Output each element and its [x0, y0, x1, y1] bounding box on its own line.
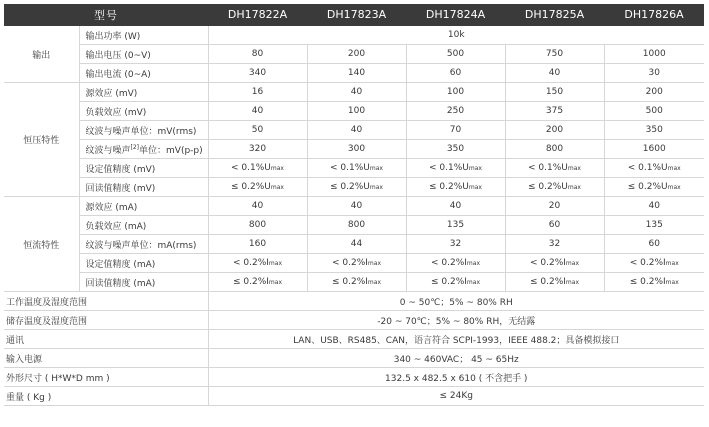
param-label: 回读值精度 (mA) — [79, 273, 208, 292]
param-value: 1600 — [604, 140, 704, 159]
param-label: 设定值精度 (mV) — [79, 159, 208, 178]
spec-row — [4, 254, 704, 273]
param-value: 60 — [505, 216, 604, 235]
spec-row — [4, 159, 704, 178]
spec-row — [4, 83, 704, 102]
param-value — [307, 159, 406, 178]
param-value — [307, 273, 406, 292]
accuracy-subscript: max — [268, 279, 282, 286]
accuracy-text: < 0.2%I — [332, 258, 368, 268]
spec-row — [4, 368, 704, 387]
param-value: 40 — [406, 197, 505, 216]
model-name: DH17824A — [406, 4, 505, 26]
accuracy-subscript: max — [565, 260, 579, 267]
spec-row — [4, 26, 704, 45]
group-output-label: 输出 — [4, 26, 79, 83]
param-value: 800 — [307, 216, 406, 235]
accuracy-subscript: max — [270, 184, 284, 191]
param-value — [307, 178, 406, 197]
accuracy-subscript: max — [367, 279, 381, 286]
spec-row — [4, 45, 704, 64]
spec-row — [4, 64, 704, 83]
param-value: 1000 — [604, 45, 704, 64]
param-value — [208, 159, 307, 178]
param-label: 输入电源 — [4, 349, 208, 368]
param-value — [208, 178, 307, 197]
group-cv-label: 恒压特性 — [4, 83, 79, 197]
param-value: 44 — [307, 235, 406, 254]
param-value: 60 — [604, 235, 704, 254]
spec-row — [4, 216, 704, 235]
param-label: 纹波与噪声单位：mV(rms) — [79, 121, 208, 140]
param-value — [208, 254, 307, 273]
spec-row — [4, 121, 704, 140]
accuracy-subscript: max — [466, 260, 480, 267]
param-label — [79, 140, 208, 159]
param-value: 320 — [208, 140, 307, 159]
accuracy-subscript: max — [270, 165, 284, 172]
param-label-part: 纹波与噪声 — [85, 145, 131, 156]
group-cc-label: 恒流特性 — [4, 197, 79, 292]
spec-row — [4, 330, 704, 349]
param-value: 200 — [307, 45, 406, 64]
param-value: 50 — [208, 121, 307, 140]
accuracy-subscript: max — [468, 184, 482, 191]
param-value: 70 — [406, 121, 505, 140]
param-value — [406, 254, 505, 273]
param-value — [604, 178, 704, 197]
accuracy-subscript: max — [565, 279, 579, 286]
param-value: 500 — [406, 45, 505, 64]
param-label: 负载效应 (mA) — [79, 216, 208, 235]
spec-table — [4, 4, 704, 406]
spec-row — [4, 387, 704, 406]
param-label: 储存温度及湿度范围 — [4, 311, 208, 330]
model-name: DH17825A — [505, 4, 604, 26]
accuracy-text: < 0.2%I — [530, 258, 566, 268]
param-value — [505, 273, 604, 292]
param-value — [208, 273, 307, 292]
param-value: 200 — [604, 83, 704, 102]
model-name: DH17822A — [208, 4, 307, 26]
param-value: 32 — [406, 235, 505, 254]
param-value: 135 — [604, 216, 704, 235]
accuracy-subscript: max — [665, 279, 679, 286]
accuracy-subscript: max — [567, 184, 581, 191]
param-value: 10k — [208, 26, 704, 45]
accuracy-text: ≤ 0.2%U — [627, 182, 668, 192]
param-label: 输出电压 (0~V) — [79, 45, 208, 64]
accuracy-text: ≤ 0.2%U — [330, 182, 370, 192]
param-value: 135 — [406, 216, 505, 235]
accuracy-subscript: max — [567, 165, 581, 172]
param-value — [406, 159, 505, 178]
accuracy-subscript: max — [665, 260, 679, 267]
accuracy-text: ≤ 0.2%I — [629, 277, 666, 287]
spec-row — [4, 292, 704, 311]
accuracy-text: < 0.2%I — [233, 258, 269, 268]
param-value — [604, 254, 704, 273]
param-value: -20 ~ 70℃；5% ~ 80% RH，无结露 — [208, 311, 704, 330]
param-value: 140 — [307, 64, 406, 83]
param-value: 800 — [208, 216, 307, 235]
param-value: 100 — [406, 83, 505, 102]
model-name: DH17826A — [604, 4, 704, 26]
param-label: 设定值精度 (mA) — [79, 254, 208, 273]
param-label: 回读值精度 (mV) — [79, 178, 208, 197]
param-label: 输出电流 (0~A) — [79, 64, 208, 83]
spec-row — [4, 140, 704, 159]
accuracy-text: ≤ 0.2%I — [233, 277, 269, 287]
model-header: 型号 — [4, 4, 208, 26]
param-value: 100 — [307, 102, 406, 121]
param-value: 40 — [307, 121, 406, 140]
param-value: 16 — [208, 83, 307, 102]
param-value: 350 — [406, 140, 505, 159]
param-value: 40 — [505, 64, 604, 83]
accuracy-text: ≤ 0.2%U — [429, 182, 469, 192]
param-value: 0 ~ 50℃；5% ~ 80% RH — [208, 292, 704, 311]
param-value: 350 — [604, 121, 704, 140]
param-label: 源效应 (mA) — [79, 197, 208, 216]
param-value: 200 — [505, 121, 604, 140]
accuracy-text: < 0.1%U — [330, 163, 370, 173]
param-label: 工作温度及湿度范围 — [4, 292, 208, 311]
accuracy-text: < 0.2%I — [629, 258, 666, 268]
accuracy-subscript: max — [667, 184, 681, 191]
param-label: 通讯 — [4, 330, 208, 349]
param-value: 340 ~ 460VAC； 45 ~ 65Hz — [208, 349, 704, 368]
param-label: 外形尺寸 ( H*W*D mm ) — [4, 368, 208, 387]
param-label: 源效应 (mV) — [79, 83, 208, 102]
param-value: 375 — [505, 102, 604, 121]
param-value: 32 — [505, 235, 604, 254]
param-value — [604, 273, 704, 292]
param-value: 340 — [208, 64, 307, 83]
accuracy-text: < 0.1%U — [231, 163, 271, 173]
model-name: DH17823A — [307, 4, 406, 26]
param-value: 60 — [406, 64, 505, 83]
accuracy-subscript: max — [667, 165, 681, 172]
spec-row — [4, 349, 704, 368]
param-value: 300 — [307, 140, 406, 159]
param-label: 重量 ( Kg ) — [4, 387, 208, 406]
accuracy-text: ≤ 0.2%I — [332, 277, 368, 287]
accuracy-text: ≤ 0.2%U — [528, 182, 568, 192]
param-label-part: 单位：mV(p-p) — [139, 145, 203, 156]
header-row — [4, 4, 704, 26]
accuracy-subscript: max — [367, 260, 381, 267]
param-value: 40 — [307, 197, 406, 216]
accuracy-text: < 0.2%I — [431, 258, 467, 268]
param-value — [406, 273, 505, 292]
spec-row — [4, 235, 704, 254]
spec-row — [4, 102, 704, 121]
spec-row — [4, 311, 704, 330]
param-value — [505, 159, 604, 178]
param-value: 30 — [604, 64, 704, 83]
param-value — [307, 254, 406, 273]
param-value: 250 — [406, 102, 505, 121]
spec-row — [4, 178, 704, 197]
param-value: 80 — [208, 45, 307, 64]
param-value: 40 — [208, 102, 307, 121]
accuracy-text: < 0.1%U — [627, 163, 668, 173]
accuracy-text: < 0.1%U — [528, 163, 568, 173]
param-value: 750 — [505, 45, 604, 64]
accuracy-subscript: max — [468, 165, 482, 172]
param-value: 160 — [208, 235, 307, 254]
param-value: 150 — [505, 83, 604, 102]
param-value: 132.5 x 482.5 x 610 ( 不含把手 ) — [208, 368, 704, 387]
param-value: 40 — [604, 197, 704, 216]
accuracy-subscript: max — [369, 184, 383, 191]
accuracy-subscript: max — [369, 165, 383, 172]
param-value — [505, 178, 604, 197]
param-value: ≤ 24Kg — [208, 387, 704, 406]
param-label: 负载效应 (mV) — [79, 102, 208, 121]
param-label: 纹波与噪声单位：mA(rms) — [79, 235, 208, 254]
accuracy-text: ≤ 0.2%U — [231, 182, 271, 192]
accuracy-text: < 0.1%U — [429, 163, 469, 173]
spec-row — [4, 273, 704, 292]
param-value — [505, 254, 604, 273]
accuracy-subscript: max — [268, 260, 282, 267]
spec-row — [4, 197, 704, 216]
param-value: 40 — [307, 83, 406, 102]
accuracy-text: ≤ 0.2%I — [431, 277, 467, 287]
accuracy-text: ≤ 0.2%I — [530, 277, 566, 287]
param-value: 40 — [208, 197, 307, 216]
param-value — [406, 178, 505, 197]
param-value: LAN、USB、RS485、CAN，语言符合 SCPI-1993，IEEE 488.2；具备模拟接口 — [208, 330, 704, 349]
accuracy-subscript: max — [466, 279, 480, 286]
footnote-mark: [2] — [130, 143, 140, 151]
param-value — [604, 159, 704, 178]
param-value: 800 — [505, 140, 604, 159]
param-value: 20 — [505, 197, 604, 216]
param-label: 输出功率 (W) — [79, 26, 208, 45]
param-value: 500 — [604, 102, 704, 121]
